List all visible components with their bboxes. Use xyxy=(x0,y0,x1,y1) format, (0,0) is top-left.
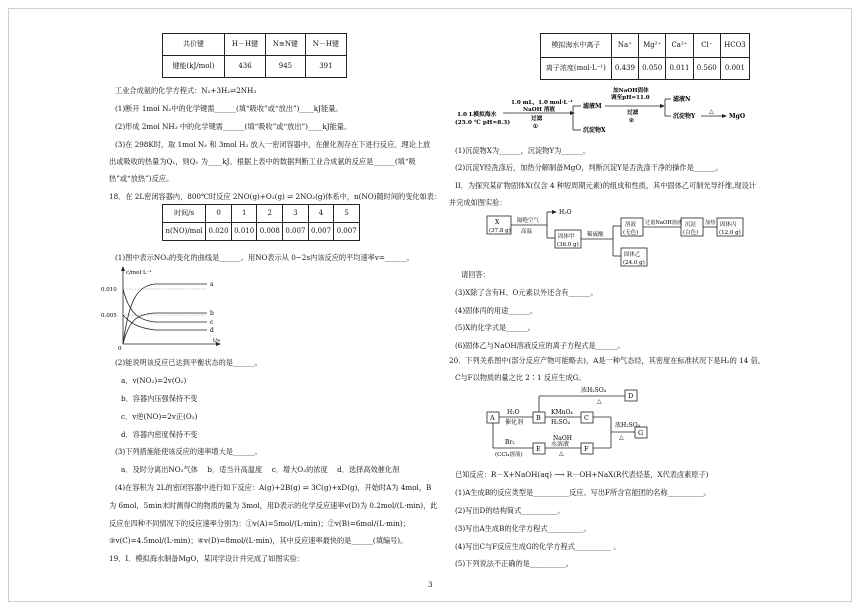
table-cell: 0.439 xyxy=(611,58,638,80)
flow-text: 过滤 xyxy=(531,116,543,122)
text-line: (2)能说明该反应已达到平衡状态的是______。 xyxy=(115,358,262,367)
question-18: 18．在 2L密闭容器内，800℃时反应 2NO(g)+O₂(g) ⇌ 2NO₂(g)体系中，n(NO)随时间的变化如表： xyxy=(109,192,442,201)
flow-text: (37.8 g) xyxy=(489,228,511,234)
node-label: A xyxy=(490,414,495,422)
flow-text: ① xyxy=(533,124,539,130)
text-line: (1)断开 1mol N₂中的化学键需______(填“吸收”或“放出”)____kJ能量。 xyxy=(115,104,343,113)
text-line: (3)X除了含有H、O元素以外还含有______。 xyxy=(455,288,598,297)
table-header-cell: Mg²⁺ xyxy=(639,34,666,58)
text-line: 并完成如图实验： xyxy=(449,198,507,207)
flow-text: 高温 xyxy=(521,229,533,235)
node-label: F xyxy=(584,445,589,453)
flow-text: (12.0 g) xyxy=(719,230,741,236)
text-line: (1)A生成B的反应类型是__________反应。写出F所含官能团的名称__________。 xyxy=(455,488,711,497)
flow-text: ② xyxy=(629,118,635,124)
table-cell: 0.020 xyxy=(206,223,232,241)
text-line: (1)沉淀物X为______，沉淀物Y为______。 xyxy=(455,146,591,155)
text-line: (6)固体乙与NaOH溶液反应的离子方程式是______。 xyxy=(455,341,625,350)
text-line: 已知反应：R－X+NaOH(aq) ⟶ R－OH+NaX(R代表烃基，X代表卤素原子) xyxy=(455,470,709,479)
curve-label: b xyxy=(210,310,214,317)
arrow-head-icon xyxy=(660,104,665,108)
text-line: (4)固体丙的用途______。 xyxy=(455,306,538,315)
table-cell: 945 xyxy=(266,56,306,78)
flow-text: 固体乙 xyxy=(624,252,641,258)
table-header-cell: H－H键 xyxy=(224,34,265,56)
table-header-cell: 共价键 xyxy=(163,34,225,56)
flow-text: 隔绝空气 xyxy=(517,218,540,224)
text-line: (5)下列说法不正确的是__________。 xyxy=(455,559,573,568)
text-line: (3)写出A生成B的化学方程式__________。 xyxy=(455,524,591,533)
node-label: B xyxy=(536,414,541,422)
flow-text: 沉淀物Y xyxy=(673,113,696,120)
table-header-cell: 4 xyxy=(308,205,334,223)
text-line: 反应在四种不同情况下的反应速率分别为：①v(A)=5mol/(L·min)；②v(B)=6mol/(L·min)； xyxy=(109,519,410,528)
table-cell: 0.560 xyxy=(693,58,720,80)
table-row-label: 离子浓度(mol·L⁻¹) xyxy=(541,58,612,80)
curve-label: d xyxy=(210,327,214,334)
graph-ytick: 0.005 xyxy=(101,313,117,319)
curve-label: a xyxy=(210,281,214,288)
table-header-cell: 0 xyxy=(206,205,232,223)
text-line: 热”或“放热”)反应。 xyxy=(109,174,174,183)
heat-symbol: △ xyxy=(709,108,714,115)
curve-label: c xyxy=(210,319,214,326)
option-line: d．容器内密度保持不变 xyxy=(121,430,198,439)
heat-symbol: △ xyxy=(619,434,624,441)
flow-text: 过量NaOH溶液 xyxy=(645,220,683,226)
flow-text: MgO xyxy=(729,113,746,120)
table-cell: 0.050 xyxy=(639,58,666,80)
mgo-flowchart xyxy=(455,86,755,138)
heat-symbol: △ xyxy=(559,450,564,457)
table-cell: 0.007 xyxy=(308,223,334,241)
table-header-cell: N－H键 xyxy=(305,34,346,56)
option-line: b．容器内压强保持不变 xyxy=(121,394,198,403)
flow-text: 固体甲 xyxy=(558,234,575,240)
bond-energy-table xyxy=(162,33,347,78)
y-axis-arrow-icon xyxy=(121,266,125,271)
flow-text: 过滤 xyxy=(627,110,639,116)
graph-ytick: 0.010 xyxy=(101,287,117,293)
mineral-flowchart xyxy=(485,206,745,268)
flow-text: H₂O xyxy=(507,409,520,416)
option-line: a．v(NO₂)=2v(O₂) xyxy=(121,376,187,385)
flow-text: 沉淀 xyxy=(685,222,697,228)
flow-text: 催化剂 xyxy=(505,419,524,426)
table-header-cell: HCO3 xyxy=(720,34,749,58)
node-label: E xyxy=(536,445,541,453)
table-header-cell: 2 xyxy=(257,205,283,223)
flow-text: Br₂ xyxy=(505,439,515,446)
text-line: (2)形成 2mol NH₃ 中的化学键需______(填“吸收”或“放出”)____kJ能量。 xyxy=(115,122,352,131)
table-row-label: n(NO)/mol xyxy=(163,223,206,241)
arrow-head-icon xyxy=(570,111,575,115)
organic-flowchart xyxy=(485,384,705,460)
flow-text: 固体丙 xyxy=(720,222,737,228)
flow-text: 浓H₂SO₄ xyxy=(615,422,641,429)
flow-text: (25.0 ℃ pH=8.3) xyxy=(455,120,511,126)
table-header-cell: N≡N键 xyxy=(266,34,306,56)
graph-origin: 0 xyxy=(118,346,122,352)
text-line: (4)在容积为 2L的密闭容器中进行如下反应：A(g)+2B(g) ⇌ 3C(g)+xD(g)，开始时A为 4mol，B xyxy=(115,483,432,492)
text-line: (1)图中表示NO₂的变化的曲线是______。用NO表示从 0~2s内该反应的平均速率v=______。 xyxy=(115,253,414,262)
table-header-cell: 1 xyxy=(231,205,257,223)
text-line: (2)沉淀Y经洗涤后，加热分解制备MgO，判断沉淀Y是否洗涤干净的操作是______。 xyxy=(455,163,723,172)
table-cell: 0.007 xyxy=(334,223,360,241)
flow-text: KMnO₄ xyxy=(551,409,573,416)
flow-text: 1.0 mL，1.0 mol·L⁻¹ xyxy=(511,100,573,106)
page-number: 3 xyxy=(428,581,433,589)
flow-text: 加热 xyxy=(705,220,716,226)
question-19: 19．I．模拟海水制备MgO，某同学设计并完成了如图实验： xyxy=(109,554,305,563)
text-line: (2)写出D的结构简式__________。 xyxy=(455,506,565,515)
curve-c xyxy=(123,289,207,322)
flow-text: (无色) xyxy=(623,230,639,236)
flow-text: 调至pH=11.0 xyxy=(611,95,650,101)
concentration-graph xyxy=(101,264,225,352)
table-cell: 0.011 xyxy=(666,58,693,80)
option-line: c．v逆(NO)=2v正(O₂) xyxy=(121,412,198,421)
table-header-cell: Ca²⁺ xyxy=(666,34,693,58)
flow-text: (白色) xyxy=(683,230,699,236)
text-line: (3)在 298K时，取 1mol N₂ 和 3mol H₂ 放入一密闭容器中，在催化剂存在下进行反应。理论上放 xyxy=(115,140,431,149)
flow-text: 加NaOH固体 xyxy=(613,88,649,94)
node-label: D xyxy=(628,392,634,400)
flow-text: H₂O xyxy=(559,209,572,216)
table-row-label: 键能(kJ/mol) xyxy=(163,56,225,78)
table-header-cell: 模拟海水中离子 xyxy=(541,34,612,58)
table-cell: 0.001 xyxy=(720,58,749,80)
flow-text: 沉淀物X xyxy=(583,127,606,134)
text-line: 工业合成氨的化学方程式：N₂+3H₂⇌2NH₃ xyxy=(115,86,257,95)
graph-xlabel: t/s xyxy=(213,338,220,344)
flow-text: H₂SO₄ xyxy=(551,419,571,426)
flow-text: 水溶液 xyxy=(551,441,570,448)
option-line: a．及时分离出NO₂气体 b．适当升高温度 c．增大O₂的浓度 d．选择高效催化剂 xyxy=(121,465,400,474)
text-line: 请回答： xyxy=(461,270,490,279)
curve-b xyxy=(123,313,207,344)
flow-text: 1.0 L模拟海水 xyxy=(457,112,497,118)
table-cell: 436 xyxy=(224,56,265,78)
table-header-cell: 5 xyxy=(334,205,360,223)
flow-text: X xyxy=(495,219,500,226)
arrow-head-icon xyxy=(722,114,727,118)
text-line: 为 6mol，5min末时测得C的物质的量为 3mol，用D表示的化学反应速率v(D)为 0.2mol/(L·min)，此 xyxy=(109,501,438,510)
flow-text: (24.0 g) xyxy=(623,260,645,266)
table-header-cell: 3 xyxy=(283,205,309,223)
flow-text: (36.0 g) xyxy=(557,242,579,248)
flow-text: 稀硫酸 xyxy=(587,232,604,238)
flow-text: NaOH 溶液 xyxy=(523,107,556,113)
text-line: ③v(C)=4.5mol/(L·min)；④v(D)=8mol/(L·min)，其中反应速率最快的是______(填编号)。 xyxy=(109,536,408,545)
ion-table xyxy=(540,33,750,80)
flow-text: 浓H₂SO₄ xyxy=(581,387,607,394)
table-cell: 391 xyxy=(305,56,346,78)
table-header-cell: Cl⁻ xyxy=(693,34,720,58)
curve-d xyxy=(123,315,207,330)
text-line: (5)X的化学式是______。 xyxy=(455,323,535,332)
flow-text: 滤液N xyxy=(673,96,691,103)
node-label: G xyxy=(638,429,644,437)
graph-ylabel: c/mol·L⁻¹ xyxy=(126,270,152,276)
no-table xyxy=(162,204,360,241)
heat-symbol: △ xyxy=(597,398,602,405)
text-line: C与F以物质的量之比 2∶1 反应生成G。 xyxy=(455,373,586,382)
table-header-cell: Na⁺ xyxy=(611,34,638,58)
flow-text: 溶液 xyxy=(625,222,637,228)
table-header-cell: 时间/s xyxy=(163,205,206,223)
flow-text: (CCl₄溶液) xyxy=(495,452,523,458)
question-20: 20．下列关系图中(部分反应产物可能略去)，A是一种气态烃，其密度在标准状况下是H₂的 14 倍， xyxy=(449,356,765,365)
text-line: II．为探究某矿物固体X(仅含 4 种短周期元素)的组成和性质，其中固体乙可制光导纤维,现设计 xyxy=(455,181,756,190)
text-line: (4)写出C与F反应生成G的化学方程式__________ 。 xyxy=(455,542,621,551)
table-cell: 0.008 xyxy=(257,223,283,241)
arrow-head-icon xyxy=(552,210,557,214)
flow-text: NaOH xyxy=(553,435,572,442)
table-cell: 0.007 xyxy=(283,223,309,241)
text-line: (3)下列措施能使该反应的速率增大是______。 xyxy=(115,447,262,456)
table-cell: 0.010 xyxy=(231,223,257,241)
flow-text: 滤液M xyxy=(583,103,602,110)
text-line: 出或吸收的热量为Q₁，则Q₁ 为____kJ。根据上表中的数据判断工业合成氨的反应是______(填“吸 xyxy=(109,157,416,166)
node-label: C xyxy=(584,414,589,422)
